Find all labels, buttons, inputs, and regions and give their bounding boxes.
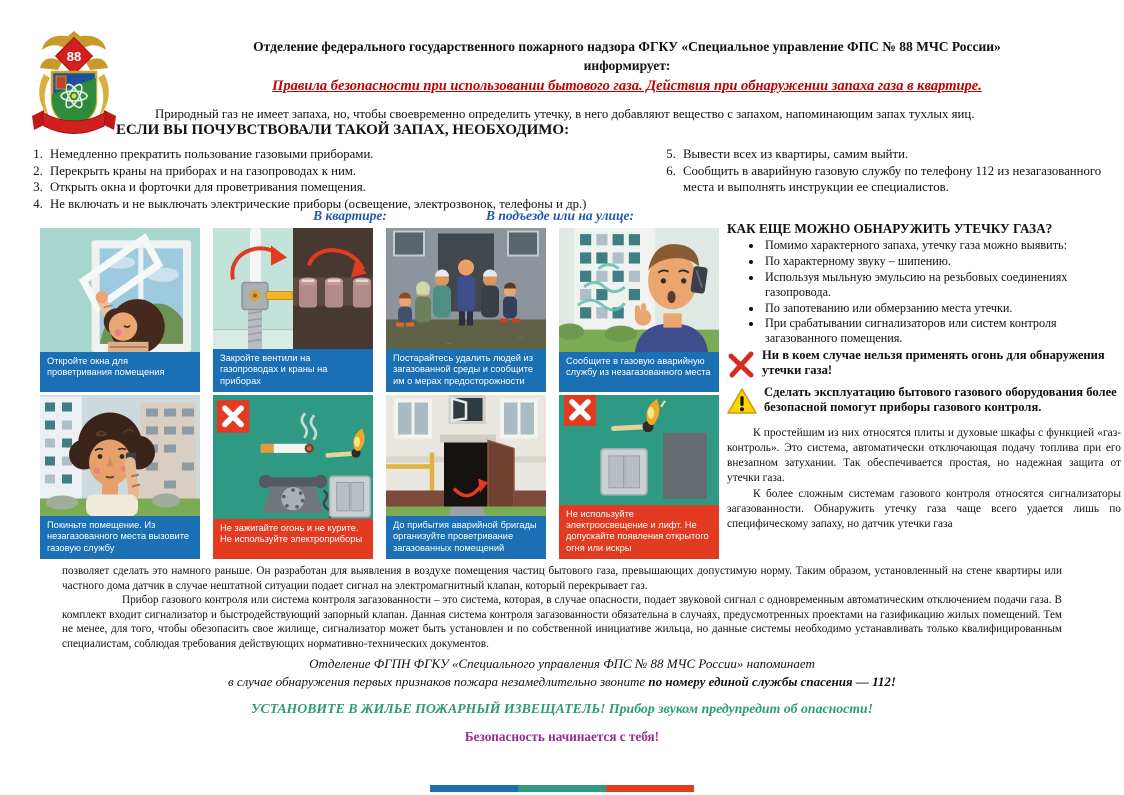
no-fire-warning	[727, 348, 1121, 383]
column-label-street: В подъезде или на улице:	[485, 208, 635, 223]
page-subtitle: Правила безопасности при использовании бытового газа. Действия при обнаружении запаха газа в квартире.	[272, 77, 982, 94]
bullet-item: • Помимо характерного запаха, утечку газа можно выявить:	[763, 238, 1121, 253]
devices-note-text: Сделать эксплуатацию бытового газового оборудования более безопасной помогут приборы газового контроля.	[764, 385, 1117, 415]
panel-no-lights-no-lift	[559, 395, 719, 559]
prohibition-x-icon	[727, 350, 755, 383]
devices-note	[727, 385, 1121, 420]
open-window-illustration	[40, 228, 200, 352]
panel-caption: Сообщите в газовую аварийную службу из незагазованного места	[559, 352, 719, 392]
step-item: 5. Вывести всех из квартиры, самим выйти.	[679, 146, 1115, 163]
footer-reminder-line2	[0, 673, 1124, 691]
panel-no-fire-no-electric	[213, 395, 373, 559]
panel-evacuate-people	[386, 228, 546, 392]
detector-description	[62, 564, 1062, 651]
bullet-item: • По характерному звуку – шипению.	[763, 254, 1121, 269]
panel-ventilate-premises	[386, 395, 546, 559]
steps-in-apartment	[24, 146, 652, 213]
prohibited-items-illustration	[213, 395, 373, 519]
panel-call-service	[559, 228, 719, 392]
panel-caption: Постарайтесь удалить людей из загазованной среды и сообщите им о мерах предосторожности	[386, 349, 546, 392]
bullet-item: • Используя мыльную эмульсию на резьбовых соединениях газопровода.	[763, 270, 1121, 300]
alert-heading: ЕСЛИ ВЫ ПОЧУВСТВОВАЛИ ТАКОЙ ЗАПАХ, НЕОБХОДИМО:	[116, 122, 570, 138]
step-item: 6. Сообщить в аварийную газовую службу по телефону 112 из незагазованного места и выполнять инструкции ее специалистов.	[679, 163, 1115, 196]
gas-valve-illustration	[213, 228, 373, 349]
warning-triangle-icon	[727, 387, 757, 420]
signalizers-paragraph: К более сложным системам газового контроля относятся сигнализаторы загазованности. Обнаружить утечку газа чаще всего удается лишь по специфическому запаху, но датчик утечки газа	[727, 488, 1121, 531]
steps-outside	[657, 146, 1115, 196]
detector-continuation-paragraph: позволяет сделать это намного раньше. Он разработан для выявления в воздухе помещения частиц бытового газа, превышающих допустимую норму. Таким образом, установленный на стене квартиры или частного дома датчик в случае нештатной ситуации подает сигнал на электромагнитный клапан, который перекрывает газ.	[62, 565, 1062, 592]
panel-caption: Закройте вентили на газопроводах и краны на приборах	[213, 349, 373, 392]
no-sparks-illustration	[559, 395, 719, 505]
instruction-panels-grid	[40, 228, 719, 559]
panel-caption: Не используйте электроосвещение и лифт. Не допускайте появления открытого огня или искры	[559, 505, 719, 559]
panel-caption: Не зажигайте огонь и не курите. Не используйте электроприборы	[213, 519, 373, 559]
header	[150, 38, 1104, 95]
footer-reminder-line1: Отделение ФГПН ФГКУ «Специального управления ФПС № 88 МЧС России» напоминает	[309, 656, 815, 671]
emblem-number: 88	[66, 49, 82, 64]
footer	[0, 655, 1124, 745]
woman-calling-illustration	[40, 395, 200, 516]
panel-open-window	[40, 228, 200, 392]
leak-bullet-list	[727, 238, 1121, 346]
step-item: 2. Перекрыть краны на приборах и на газопроводах к ним.	[46, 163, 652, 180]
strip-segment	[518, 785, 606, 792]
footer-reminder-normal: в случае обнаружения первых признаков пожара незамедлительно звоните	[228, 673, 649, 689]
footer-slogan: Безопасность начинается с тебя!	[464, 729, 660, 745]
leak-section-heading: КАК ЕЩЕ МОЖНО ОБНАРУЖИТЬ УТЕЧКУ ГАЗА?	[727, 221, 1053, 236]
footer-emergency-number: по номеру единой службы спасения — 112!	[648, 673, 896, 689]
next-page-preview-strip	[430, 785, 694, 792]
strip-segment	[606, 785, 694, 792]
intro-paragraph: Природный газ не имеет запаха, но, чтобы своевременно определить утечку, в него добавляют вещество с запахом, напоминающим запах тухлых яиц.	[155, 107, 975, 121]
bullet-item: • При срабатывании сигнализаторов или систем контроля загазованного помещения.	[763, 316, 1121, 346]
panel-caption: До прибытия аварийной бригады организуйте проветривание загазованных помещений	[386, 516, 546, 559]
footer-detector-line: УСТАНОВИТЕ В ЖИЛЬЕ ПОЖАРНЫЙ ИЗВЕЩАТЕЛЬ! Прибор звуком предупредит об опасности!	[250, 701, 874, 717]
no-fire-warning-text: Ни в коем случае нельзя применять огонь для обнаружения утечки газа!	[762, 348, 1105, 378]
gas-control-paragraph: К простейшим из них относятся плиты и духовые шкафы с функцией «газ-контроль». Это система, автоматически отключающая подачу топлива при его внезапном затухании. Так обеспечивается простая, но надежная защита от утечки газа.	[727, 427, 1121, 484]
open-door-illustration	[386, 395, 546, 516]
bullet-item: • По запотеванию или обмерзанию места утечки.	[763, 301, 1121, 316]
panel-leave-premises	[40, 395, 200, 559]
panel-caption: Откройте окна для проветривания помещения	[40, 352, 200, 392]
panel-caption: Покиньте помещение. Из незагазованного места вызовите газовую службу	[40, 516, 200, 559]
panel-close-valves	[213, 228, 373, 392]
step-item: 1. Немедленно прекратить пользование газовыми приборами.	[46, 146, 652, 163]
step-item: 3. Открыть окна и форточки для проветривания помещения.	[46, 179, 652, 196]
device-info-paragraph: Прибор газового контроля или система контроля загазованности – это система, которая, в случае опасности, подает звуковой сигнал с одновременным автоматическим отключением подачи газа. В комплект входит сигнализатор и быстродействующий запорный клапан. Данная система контроля загазованности обязательна в случаях, предусмотренных проектами на газификацию жилых помещений. Тем не менее, для того, чтобы обезопасить свое жилище, сигнализатор может быть установлен и по собственной инициативе жильца, но данные системы необходимо устанавливать только квалифицированным специалистам, соблюдая требования действующих нормативно-технических документов.	[62, 594, 1062, 650]
page-title-line1: Отделение федерального государственного пожарного надзора ФГКУ «Специальное управление ФПС № 88 МЧС России»	[253, 39, 1001, 54]
man-calling-illustration	[559, 228, 719, 352]
people-evacuation-illustration	[386, 228, 546, 349]
column-label-apartment: В квартире:	[313, 208, 387, 223]
strip-segment	[430, 785, 518, 792]
step-item: 4. Не включать и не выключать электрические приборы (освещение, электрозвонок, телефоны и др.)	[46, 196, 652, 213]
page-title-line2: информирует:	[583, 57, 671, 73]
leak-detection-section	[727, 221, 1121, 532]
